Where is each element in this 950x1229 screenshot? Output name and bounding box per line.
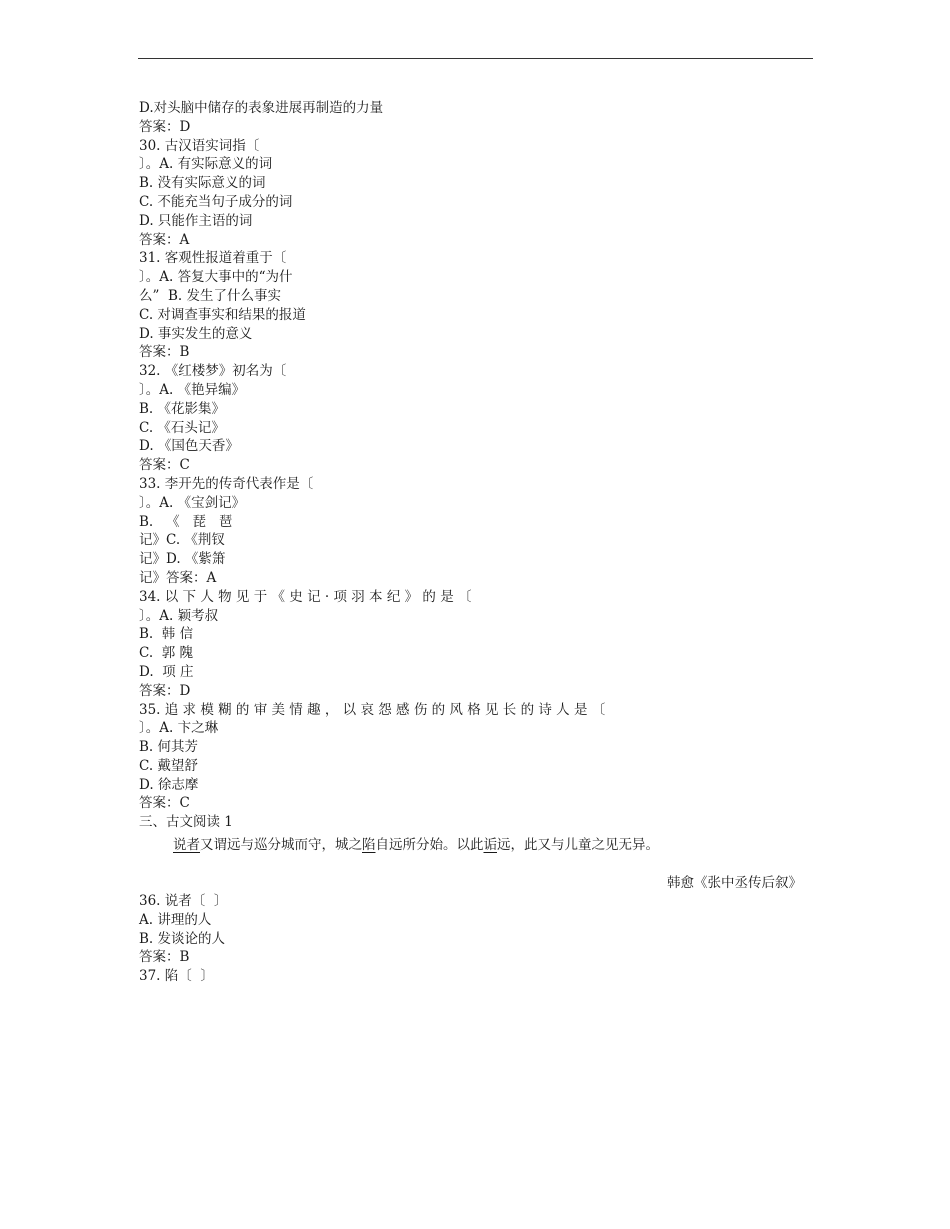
passage-text: 远，此又与儿童之见无异。 [497, 837, 659, 853]
question-33: 33. 李开先的传奇代表作是〔 [139, 475, 314, 492]
option-line: 么” B. 发生了什么事实 [139, 287, 281, 304]
option-line: D. 事实发生的意义 [139, 325, 253, 342]
answer-line: 答案：C [139, 457, 190, 474]
option-line: 〕。A. 卞之琳 [139, 720, 219, 737]
passage-text: 又谓远与巡分城而守，城之 [200, 837, 362, 853]
option-line: 记》C. 《荆钗 [139, 532, 225, 549]
answer-line: 答案：B [139, 949, 190, 966]
underlined-word: 说者 [173, 837, 200, 853]
option-line: C. 戴望舒 [139, 757, 198, 774]
answer-line: 答案：A [139, 231, 190, 248]
option-line: C. 不能充当句子成分的词 [139, 193, 293, 210]
option-line: B. 《花影集》 [139, 400, 226, 417]
option-line: 〕。A. 《艳异编》 [139, 381, 246, 398]
option-line: C. 郭 隗 [139, 645, 194, 662]
option-line: A. 讲理的人 [139, 911, 212, 928]
option-line: D. 《国色天香》 [139, 438, 239, 455]
option-line: C. 《石头记》 [139, 419, 225, 436]
option-line: D. 项 庄 [139, 663, 194, 680]
header-rule [138, 58, 813, 59]
question-34: 34. 以 下 人 物 见 于 《 史 记 · 项 羽 本 纪 》 的 是 〔 [139, 588, 472, 605]
question-37: 37. 陷〔 〕 [139, 968, 214, 985]
question-list-part2 [139, 892, 819, 986]
text-line: D.对头脑中储存的表象进展再制造的力量 [139, 100, 384, 116]
question-list-part1 [139, 99, 819, 832]
reading-passage [173, 836, 659, 855]
answer-line: 答案：B [139, 344, 190, 361]
option-line: D. 只能作主语的词 [139, 212, 253, 229]
question-31: 31. 客观性报道着重于〔 [139, 250, 287, 267]
question-36: 36. 说者〔 〕 [139, 893, 228, 909]
option-line: B. 韩 信 [139, 626, 194, 643]
question-30: 30. 古汉语实词指〔 [139, 137, 260, 154]
section-heading: 三、古文阅读 1 [139, 814, 233, 831]
option-line: C. 对调查事实和结果的报道 [139, 306, 306, 323]
option-line: 〕。A. 答复大事中的“为什 [139, 269, 293, 286]
passage-source: 韩愈《张中丞传后叙》 [667, 875, 802, 891]
answer-line: 答案：D [139, 682, 191, 699]
answer-line: 记》答案：A [139, 569, 217, 586]
question-32: 32. 《红楼梦》初名为〔 [139, 363, 287, 380]
answer-line: 答案：D [139, 118, 191, 135]
option-line: 记》D. 《紫箫 [139, 551, 226, 568]
option-line: B. 《 琵 琶 [139, 513, 233, 530]
question-35: 35. 追 求 模 糊 的 审 美 情 趣 ， 以 哀 怨 感 伤 的 风 格 见 长 的 诗 人 是 〔 [139, 701, 606, 718]
option-line: B. 发谈论的人 [139, 930, 226, 947]
option-line: 〕。A. 有实际意义的词 [139, 156, 273, 173]
option-line: B. 没有实际意义的词 [139, 175, 266, 192]
underlined-word: 陷 [362, 837, 376, 853]
underlined-word: 诟 [483, 837, 497, 853]
option-line: D. 徐志摩 [139, 776, 199, 793]
option-line: B. 何其芳 [139, 739, 199, 756]
option-line: 〕。A. 颖考叔 [139, 607, 219, 624]
passage-text: 自远所分始。以此 [375, 837, 484, 853]
option-line: 〕。A. 《宝剑记》 [139, 494, 246, 511]
answer-line: 答案：C [139, 795, 190, 812]
